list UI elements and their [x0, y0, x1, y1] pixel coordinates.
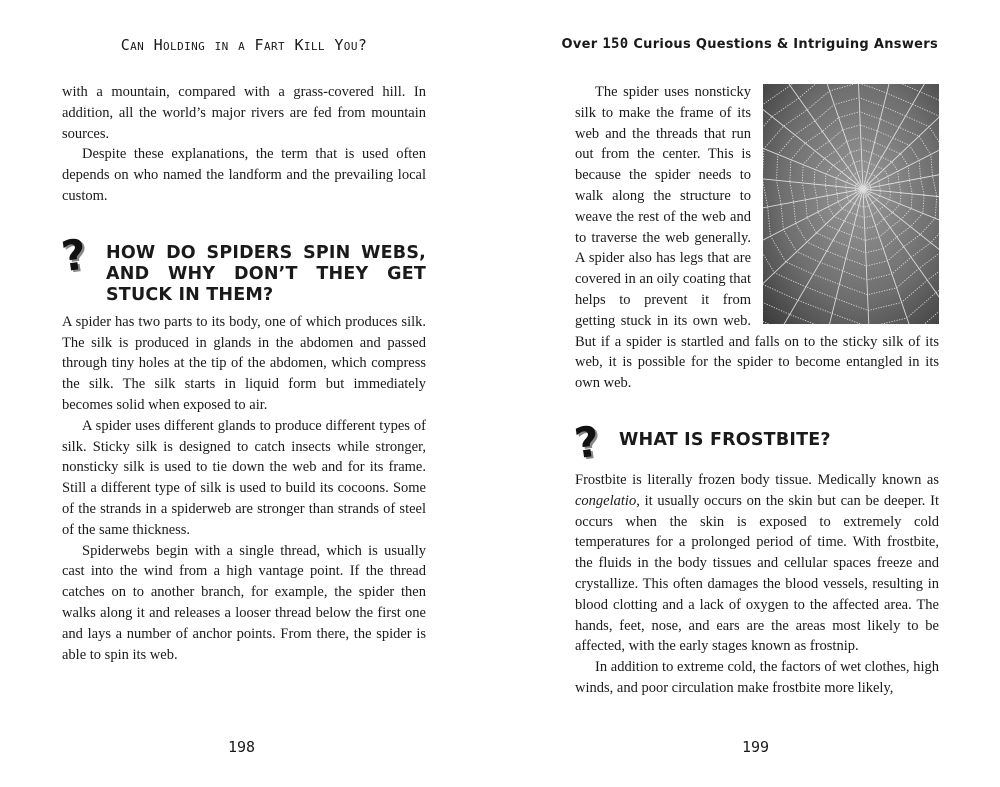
question-heading-spiders — [58, 229, 426, 306]
page-number-right: 199 — [742, 738, 770, 756]
running-head-number: 150 — [602, 36, 629, 52]
continued-paragraph: with a mountain, compared with a grass-covered hill. In addition, all the world’s major rivers are fed from mountain sources. — [62, 84, 426, 142]
question-heading-frostbite — [571, 416, 939, 469]
spiderweb-photo — [763, 84, 939, 324]
question-heading-text: WHAT IS FROSTBITE? — [619, 429, 831, 450]
right-page-body — [571, 82, 939, 699]
frostbite-paragraph: In addition to extreme cold, the factors of wet clothes, high winds, and poor circulation make frostbite more likely, — [575, 659, 939, 696]
spider-continued-paragraph: The spider uses nonsticky silk to make the frame of its web and the threads that run out from the center. This is because the spider needs to walk along the structure to weave the rest of the web and to traverse the web generally. A spider also has legs that are covered in an oily coating that helps to prevent it from getting stuck in its own web. But if a spider is startled and falls on to the sticky silk of its web, it is possible for the spider to become entangled in its own web. — [575, 84, 939, 392]
question-heading-text: HOW DO SPIDERS SPIN WEBS, AND WHY DON’T THEY GET STUCK IN THEM? — [106, 242, 426, 305]
running-head-left: Can Holding in a Fart Kill You? — [120, 36, 368, 54]
right-page — [500, 0, 1000, 787]
frostbite-italic-term: congelatio — [575, 492, 637, 509]
answer-paragraph: Spiderwebs begin with a single thread, which is usually cast into the wind from a high vantage point. If the thread catches on to another branch, for example, the spider then walks along it and releases a looser thread below the first one and lays a number of anchor points. From there, the spider is able to spin its web. — [62, 542, 426, 663]
question-mark-icon: ? — [58, 229, 90, 282]
left-page-body — [58, 82, 426, 665]
running-head-right — [562, 36, 938, 52]
question-mark-icon: ? — [571, 416, 603, 469]
spiderweb-image — [763, 84, 939, 324]
running-head-suffix: Curious Questions & Intriguing Answers — [633, 37, 938, 52]
answer-paragraph: A spider uses different glands to produce different types of silk. Sticky silk is designed to catch insects while stronger, nonsticky silk is used to tie down the web and for its frame. Still a different type of silk is used to build its cocoons. Some of the strands in a spiderweb are stronger than strands of steel of the same thickness. — [62, 417, 426, 538]
frostbite-text: , it usually occurs on the skin but can be deeper. It occurs when the skin is exposed to extremely cold temperatures for a prolonged period of time. With frostbite, the fluids in the body tissues and cellular spaces freeze and crystallize. This often damages the blood vessels, resulting in blood clotting and a lack of oxygen to the affected area. The hands, feet, nose, and ears are the areas most likely to be affected, with the early stages known as frostnip. — [575, 492, 939, 655]
frostbite-text: Frostbite is literally frozen body tissue. Medically known as — [575, 471, 939, 488]
frostbite-paragraph — [575, 470, 939, 657]
page-number-left: 198 — [228, 738, 256, 756]
running-head-prefix: Over — [561, 37, 598, 52]
answer-paragraph: A spider has two parts to its body, one of which produces silk. The silk is produced in glands in the abdomen and passed through tiny holes at the tip of the abdomen, which compress the silk. The silk starts in liquid form but immediately becomes solid when exposed to air. — [62, 313, 426, 413]
continued-paragraph: Despite these explanations, the term that is used often depends on who named the landform and the prevailing local custom. — [62, 146, 426, 204]
